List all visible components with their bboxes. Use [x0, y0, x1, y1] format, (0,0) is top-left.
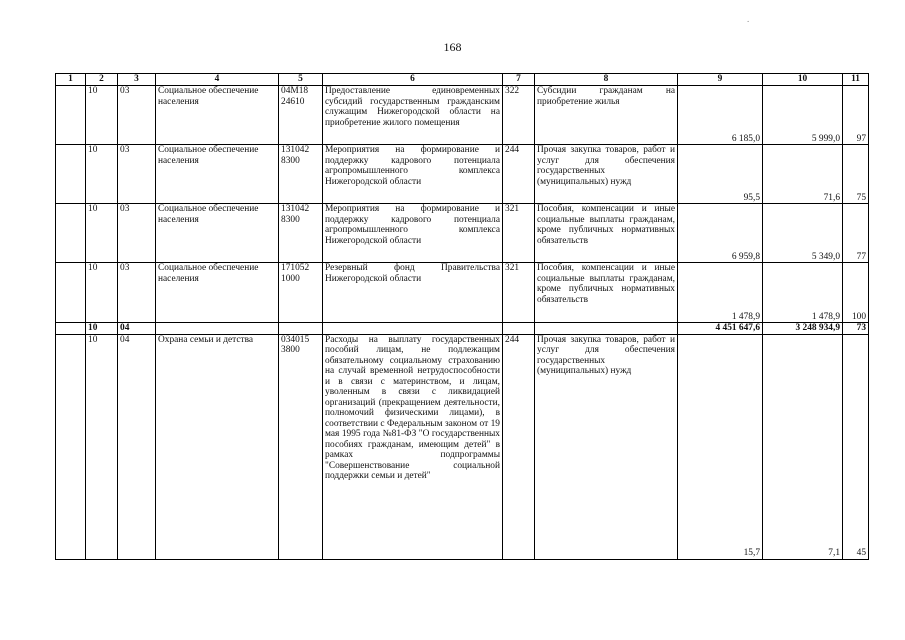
cell-name: Социальное обеспечение населения	[156, 263, 279, 323]
header-cell: 11	[843, 74, 869, 86]
cell-target-name: Резервный фонд Правительства Нижегородской области	[323, 263, 503, 323]
cell-expense-code: 321	[503, 204, 535, 263]
cell-planned: 6 185,0	[678, 86, 763, 145]
cell-target-code: 04М18 24610	[279, 86, 323, 145]
cell-subsection: 03	[118, 86, 156, 145]
header-cell: 9	[678, 74, 763, 86]
table-row	[56, 86, 869, 145]
cell-executed: 3 248 934,9	[763, 323, 843, 335]
cell-name	[156, 323, 279, 335]
cell-executed: 5 999,0	[763, 86, 843, 145]
cell-percent: 97	[843, 86, 869, 145]
cell-planned: 6 959,8	[678, 204, 763, 263]
header-cell: 4	[156, 74, 279, 86]
cell-target-code: 131042 8300	[279, 145, 323, 204]
cell-col1	[56, 204, 86, 263]
cell-percent: 73	[843, 323, 869, 335]
page-number: 168	[443, 40, 462, 54]
cell-target-name: Предоставление единовременных субсидий государственным гражданским служащим Нижегородской области на приобретение жилого помещения	[323, 86, 503, 145]
cell-name: Охрана семьи и детства	[156, 334, 279, 559]
header-cell: 6	[323, 74, 503, 86]
cell-expense-code: 244	[503, 145, 535, 204]
cell-expense-name: Прочая закупка товаров, работ и услуг для обеспечения государственных (муниципальных) нужд	[535, 334, 678, 559]
cell-executed: 5 349,0	[763, 204, 843, 263]
table-row	[56, 145, 869, 204]
header-row	[56, 74, 869, 86]
cell-col1	[56, 145, 86, 204]
cell-target-code: 131042 8300	[279, 204, 323, 263]
header-cell: 5	[279, 74, 323, 86]
cell-planned: 4 451 647,6	[678, 323, 763, 335]
cell-col1	[56, 323, 86, 335]
cell-expense-code: 321	[503, 263, 535, 323]
cell-target-name: Расходы на выплату государственных пособий лицам, не подлежащим обязательному социальному страхованию на случай временной нетрудоспособности и в связи с материнством, и лицам, уволенным в связи с ликвидацией организаций (прекращением деятельности, полномочий физическими лицами), в соответствии с Федеральным законом от 19 мая 1995 года №81-ФЗ "О государственных пособиях гражданам, имеющим детей" в рамках подпрограммы "Совершенствование социальной поддержки семьи и детей"	[323, 334, 503, 559]
cell-expense-name: Пособия, компенсации и иные социальные выплаты гражданам, кроме публичных нормативных обязательств	[535, 263, 678, 323]
cell-expense-code: 322	[503, 86, 535, 145]
cell-target-name: Мероприятия на формирование и поддержку кадрового потенциала агропромышленного комплекса Нижегородской области	[323, 204, 503, 263]
header-cell: 3	[118, 74, 156, 86]
header-cell: 2	[86, 74, 118, 86]
cell-subsection: 03	[118, 145, 156, 204]
cell-target-code: 034015 3800	[279, 334, 323, 559]
cell-section: 10	[86, 263, 118, 323]
header-cell: 1	[56, 74, 86, 86]
cell-subsection: 04	[118, 323, 156, 335]
header-cell: 8	[535, 74, 678, 86]
cell-subsection: 04	[118, 334, 156, 559]
budget-table	[55, 73, 869, 560]
cell-subsection: 03	[118, 263, 156, 323]
table-row	[56, 204, 869, 263]
cell-section: 10	[86, 86, 118, 145]
cell-planned: 95,5	[678, 145, 763, 204]
cell-planned: 1 478,9	[678, 263, 763, 323]
cell-planned: 15,7	[678, 334, 763, 559]
header-cell: 7	[503, 74, 535, 86]
cell-col1	[56, 263, 86, 323]
cell-section: 10	[86, 323, 118, 335]
cell-section: 10	[86, 204, 118, 263]
cell-target-name	[323, 323, 503, 335]
cell-subsection: 03	[118, 204, 156, 263]
cell-section: 10	[86, 145, 118, 204]
cell-target-code: 171052 1000	[279, 263, 323, 323]
cell-expense-name: Прочая закупка товаров, работ и услуг для обеспечения государственных (муниципальных) нужд	[535, 145, 678, 204]
cell-executed: 1 478,9	[763, 263, 843, 323]
cell-expense-name: Пособия, компенсации и иные социальные выплаты гражданам, кроме публичных нормативных обязательств	[535, 204, 678, 263]
corner-mark: .	[747, 14, 750, 24]
cell-executed: 71,6	[763, 145, 843, 204]
cell-expense-code	[503, 323, 535, 335]
cell-target-name: Мероприятия на формирование и поддержку кадрового потенциала агропромышленного комплекса Нижегородской области	[323, 145, 503, 204]
cell-expense-name: Субсидии гражданам на приобретение жилья	[535, 86, 678, 145]
cell-name: Социальное обеспечение населения	[156, 145, 279, 204]
cell-name: Социальное обеспечение населения	[156, 204, 279, 263]
cell-col1	[56, 334, 86, 559]
cell-expense-code: 244	[503, 334, 535, 559]
cell-col1	[56, 86, 86, 145]
cell-target-code	[279, 323, 323, 335]
cell-executed: 7,1	[763, 334, 843, 559]
table-row	[56, 334, 869, 559]
cell-percent: 100	[843, 263, 869, 323]
header-cell: 10	[763, 74, 843, 86]
cell-percent: 75	[843, 145, 869, 204]
cell-percent: 45	[843, 334, 869, 559]
subtotal-row	[56, 323, 869, 335]
cell-name: Социальное обеспечение населения	[156, 86, 279, 145]
cell-expense-name	[535, 323, 678, 335]
table-row	[56, 263, 869, 323]
cell-percent: 77	[843, 204, 869, 263]
cell-section: 10	[86, 334, 118, 559]
